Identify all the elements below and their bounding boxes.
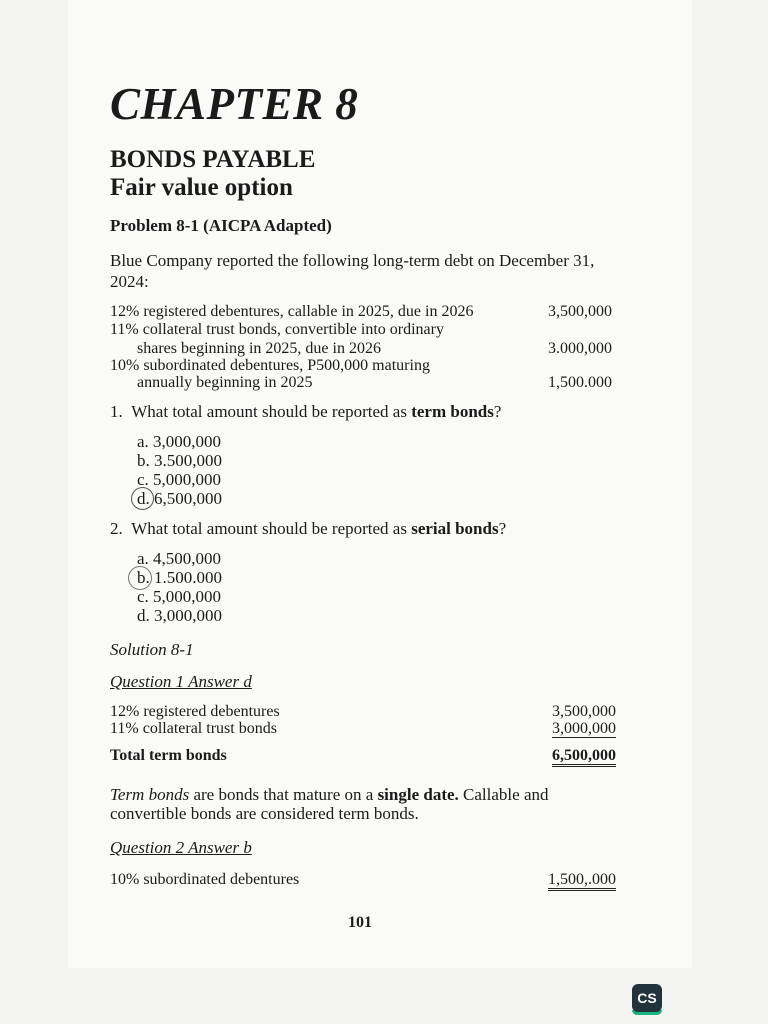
option-1b: b. 3.500,000	[137, 451, 222, 470]
serial-row-amount: 1,500,.000	[496, 871, 616, 889]
option-2a: a. 4,500,000	[137, 549, 222, 568]
total-term-amount: 6,500,000	[496, 747, 616, 765]
term-row-label: 12% registered debentures	[110, 703, 280, 720]
term-row-amount: 3,500,000	[552, 703, 616, 720]
debt-amount: 3,500,000	[548, 303, 612, 320]
q1-answer: Question 1 Answer d	[110, 672, 252, 691]
term-row-amount: 3,000,000	[552, 720, 616, 737]
option-1d: d. 6,500,000	[137, 489, 222, 508]
serial-row-label: 10% subordinated debentures	[110, 871, 300, 888]
term-row-label: 11% collateral trust bonds	[110, 720, 277, 737]
option-2b: b. 1.500.000	[137, 568, 222, 587]
debt-amount: 1,500.000	[548, 374, 612, 391]
option-2d: d. 3,000,000	[137, 606, 222, 625]
camscanner-badge[interactable]: CS	[632, 984, 662, 1012]
problem-title: Problem 8-1 (AICPA Adapted)	[110, 216, 332, 235]
option-1c: c. 5,000,000	[137, 470, 222, 489]
option-1a: a. 3,000,000	[137, 432, 222, 451]
section-subheading: Fair value option	[110, 174, 293, 201]
debt-line: 10% subordinated debentures, P500,000 maturing	[110, 357, 430, 374]
page-number: 101	[348, 914, 372, 931]
debt-amount: 3.000,000	[548, 340, 612, 357]
answer-circle-mark	[128, 566, 152, 590]
chapter-title: CHAPTER 8	[110, 79, 359, 129]
debt-line: 12% registered debentures, callable in 2025, due in 2026	[110, 303, 474, 320]
problem-intro: Blue Company reported the following long-term debt on December 31, 2024:	[110, 251, 595, 291]
option-2c: c. 5,000,000	[137, 587, 222, 606]
debt-line-cont: shares beginning in 2025, due in 2026	[137, 340, 381, 357]
answer-circle-mark	[131, 487, 154, 510]
debt-line: 11% collateral trust bonds, convertible into ordinary	[110, 321, 444, 338]
q2-answer: Question 2 Answer b	[110, 838, 252, 857]
debt-line-cont: annually beginning in 2025	[137, 374, 313, 391]
total-term-label: Total term bonds	[110, 747, 227, 764]
question-1: 1. What total amount should be reported as term bonds?	[110, 402, 502, 421]
term-bonds-explanation: Term bonds are bonds that mature on a single date. Callable and convertible bonds are considered term bonds.	[110, 785, 549, 823]
question-2: 2. What total amount should be reported as serial bonds?	[110, 519, 507, 538]
section-heading: BONDS PAYABLE	[110, 146, 316, 173]
solution-title: Solution 8-1	[110, 640, 194, 659]
